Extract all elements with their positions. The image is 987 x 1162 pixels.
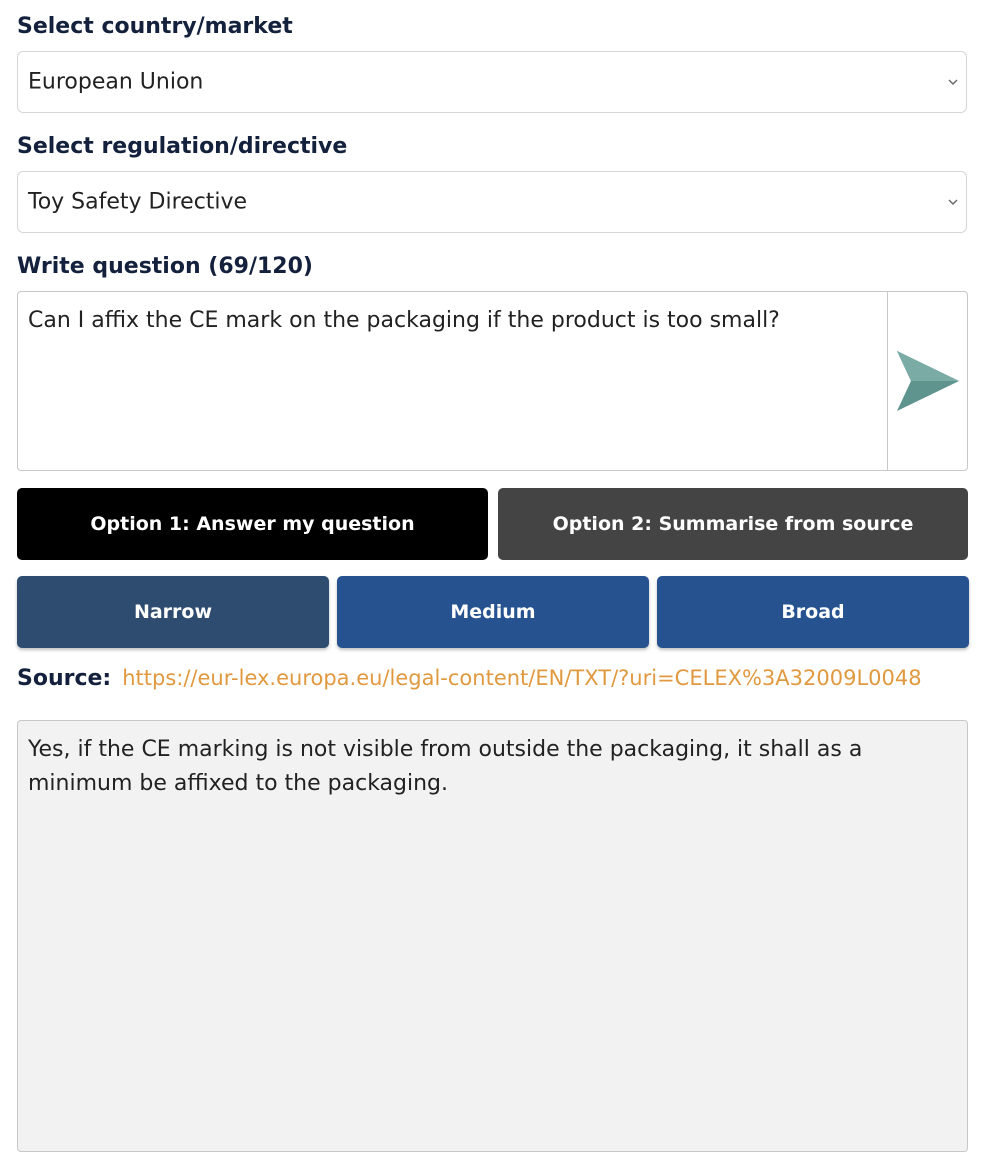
medium-button[interactable]: Medium (337, 576, 649, 648)
country-selected-value: European Union (28, 69, 204, 95)
send-arrow-icon[interactable] (895, 349, 961, 413)
question-field[interactable] (17, 291, 968, 471)
country-select[interactable] (17, 51, 967, 113)
option1-answer-button[interactable]: Option 1: Answer my question (17, 488, 488, 560)
chevron-down-icon (948, 79, 958, 85)
question-label: Write question (69/120) (17, 254, 313, 279)
send-button[interactable] (887, 292, 967, 470)
source-row (17, 668, 922, 690)
country-label: Select country/market (17, 14, 293, 39)
source-label: Source: (17, 666, 112, 691)
answer-text: Yes, if the CE marking is not visible from outside the packaging, it shall as a minimum be affixed to the packaging. (28, 737, 863, 797)
regulation-selected-value: Toy Safety Directive (28, 189, 248, 215)
narrow-button[interactable]: Narrow (17, 576, 329, 648)
question-text[interactable]: Can I affix the CE mark on the packaging if the product is too small? (28, 308, 780, 333)
option2-summarise-button[interactable]: Option 2: Summarise from source (498, 488, 968, 560)
chevron-down-icon (948, 199, 958, 205)
regulation-label: Select regulation/directive (17, 134, 348, 159)
regulation-select[interactable] (17, 171, 967, 233)
broad-button[interactable]: Broad (657, 576, 969, 648)
answer-box[interactable] (17, 720, 968, 1152)
source-link[interactable]: https://eur-lex.europa.eu/legal-content/EN/TXT/?uri=CELEX%3A32009L0048 (122, 666, 922, 690)
